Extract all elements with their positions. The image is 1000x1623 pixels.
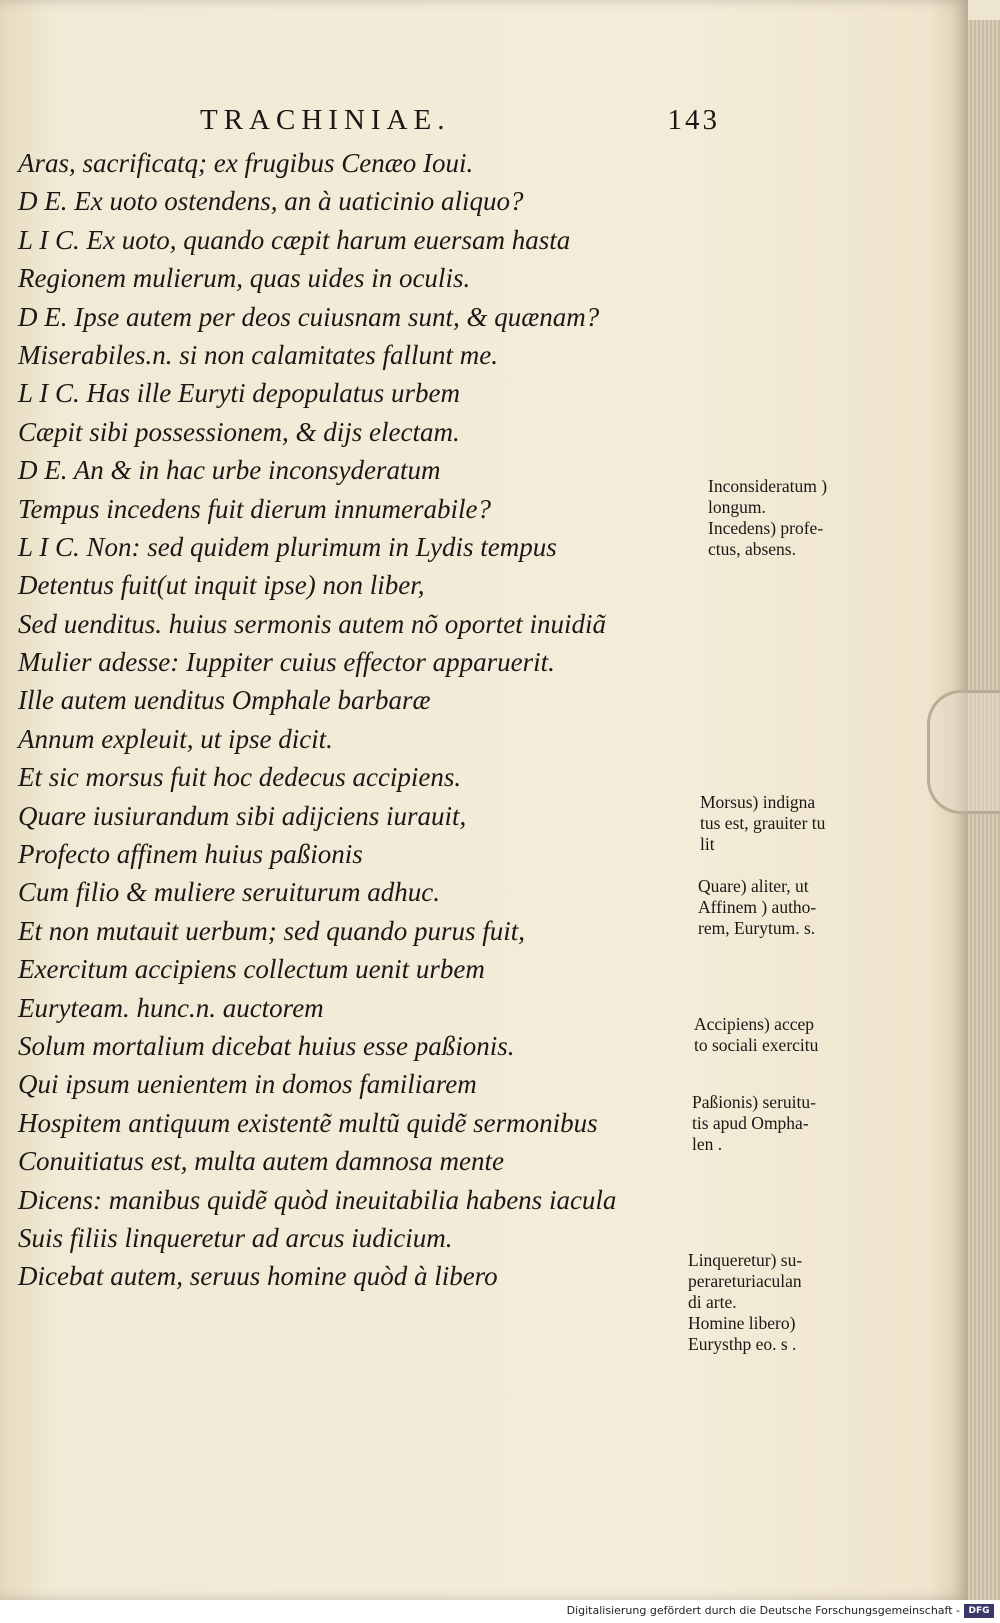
text-line: Cum filio & muliere seruiturum adhuc. [18,877,440,908]
gloss-line: ctus, absens. [708,539,796,559]
margin-gloss [694,1014,884,1056]
margin-gloss [698,876,888,939]
text-line: Regionem mulierum, quas uides in oculis. [18,263,471,294]
text-line: Sed uenditus. huius sermonis autem nõ oportet inuidiã [18,608,606,639]
margin-gloss [692,1092,882,1155]
text-line: Miserabiles.n. si non calamitates fallunt me. [18,339,498,370]
gloss-line: di arte. [688,1292,737,1312]
text-line: D E. An & in hac urbe inconsyderatum [18,455,441,486]
text-line: L I C. Ex uoto, quando cæpit harum euersam hasta [18,224,571,255]
gloss-line: Quare) aliter, ut [698,876,809,896]
text-line: Dicebat autem, seruus homine quòd à libero [18,1261,498,1292]
gloss-line: lit [700,834,715,854]
page-number: 143 [667,104,720,136]
gloss-line: longum. [708,497,766,517]
gloss-line: Morsus) indigna [700,792,816,812]
running-title: TRACHINIAE. [200,104,451,136]
text-line: Qui ipsum uenientem in domos familiarem [18,1069,477,1100]
footer-credit: Digitalisierung gefördert durch die Deutsche Forschungsgemeinschaft - [566,1604,960,1617]
margin-gloss [688,1250,878,1355]
gloss-line: tis apud Ompha- [692,1113,809,1133]
margin-gloss [700,792,890,855]
gloss-line: tus est, grauiter tu [700,813,826,833]
text-line: Cæpit sibi possessionem, & dijs electam. [18,416,460,447]
text-line: Ille autem uenditus Omphale barbaræ [18,685,431,716]
text-line: Exercitum accipiens collectum uenit urbem [18,954,485,985]
text-line: Quare iusiurandum sibi adijciens iurauit, [18,800,467,831]
text-line: Et sic morsus fuit hoc dedecus accipiens. [18,762,462,793]
text-line: L I C. Non: sed quidem plurimum in Lydis tempus [18,531,557,562]
text-line: D E. Ipse autem per deos cuiusnam sunt, & quænam? [18,301,600,332]
page-clip [927,690,1000,814]
text-line: Mulier adesse: Iuppiter cuius effector apparuerit. [18,647,555,678]
gloss-line: Inconsideratum ) [708,476,828,496]
footer-bar [0,1600,1000,1623]
gloss-line: Paßionis) seruitu- [692,1092,816,1112]
gloss-line: Affinem ) autho- [698,897,817,917]
main-text-column [18,144,708,1296]
gloss-line: len . [692,1134,723,1154]
gloss-line: Incedens) profe- [708,518,824,538]
text-line: Et non mutauit uerbum; sed quando purus fuit, [18,915,525,946]
text-line: Solum mortalium dicebat huius esse paßionis. [18,1030,515,1061]
gloss-line: Linqueretur) su- [688,1250,803,1270]
text-line: Detentus fuit(ut inquit ipse) non liber, [18,570,425,601]
text-line: D E. Ex uoto ostendens, an à uaticinio aliquo? [18,186,524,217]
text-line: Hospitem antiquum existentẽ multũ quidẽ sermonibus [18,1107,598,1138]
gloss-line: Eurysthp eo. s . [688,1334,797,1354]
text-line: Tempus incedens fuit dierum innumerabile? [18,493,491,524]
text-line: L I C. Has ille Euryti depopulatus urbem [18,378,460,409]
text-line: Aras, sacrificatq; ex frugibus Cenæo Ioui. [18,148,474,178]
gloss-line: Accipiens) accep [694,1014,814,1034]
text-line: Suis filiis linqueretur ad arcus iudicium. [18,1222,453,1253]
text-line: Annum expleuit, ut ipse dicit. [18,723,333,754]
dfg-logo: DFG [964,1604,994,1618]
margin-gloss [708,476,898,560]
gloss-line: to sociali exercitu [694,1035,819,1055]
text-line: Profecto affinem huius paßionis [18,839,363,870]
page-header [200,104,720,144]
text-line: Dicens: manibus quidẽ quòd ineuitabilia habens iacula [18,1184,617,1215]
gloss-line: Homine libero) [688,1313,796,1333]
gloss-line: rem, Eurytum. s. [698,918,816,938]
gloss-line: perareturiaculan [688,1271,802,1291]
text-line: Euryteam. hunc.n. auctorem [18,992,324,1023]
text-line: Conuitiatus est, multa autem damnosa mente [18,1146,504,1177]
